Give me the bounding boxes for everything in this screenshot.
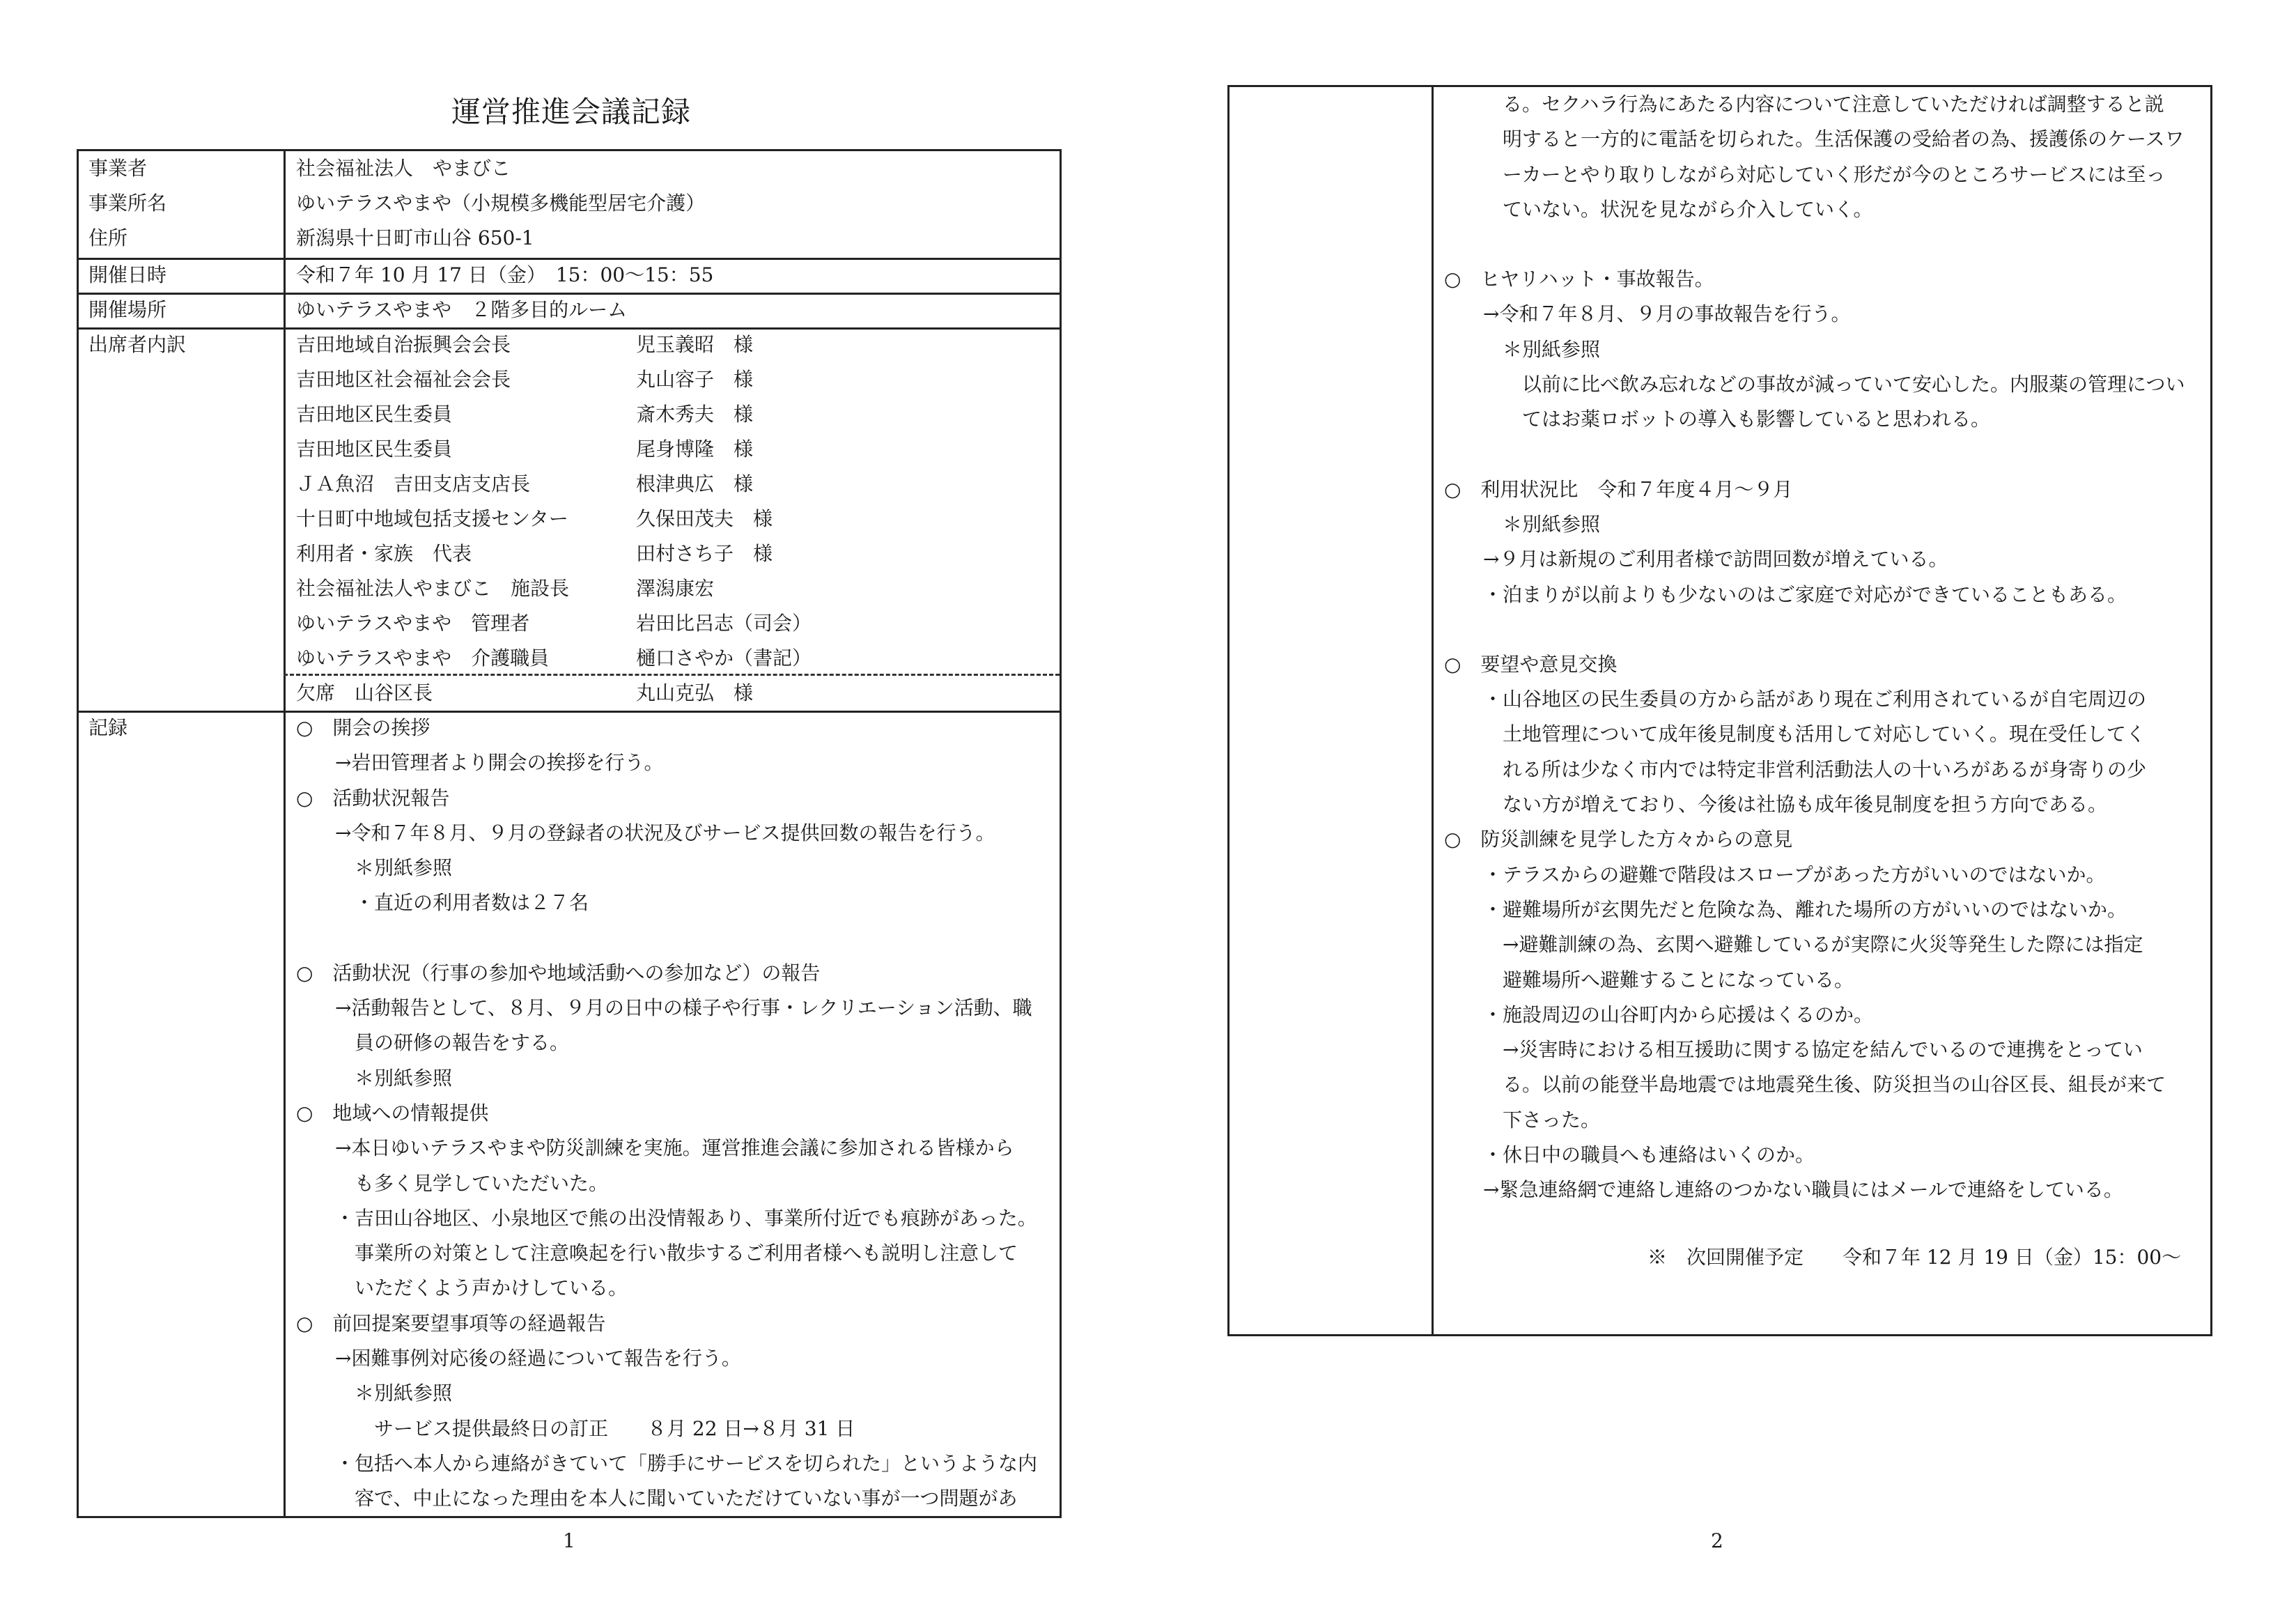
attendee-role: 利用者・家族 代表	[296, 542, 472, 565]
record-item-heading: ○ 前回提案要望事項等の経過報告	[296, 1311, 606, 1335]
attendee-name: 岩田比呂志（司会）	[636, 612, 812, 635]
attendee-name: 樋口さやか（書記）	[636, 647, 812, 670]
record-line: ＊別紙参照	[1503, 512, 1601, 536]
value-venue: ゆいテラスやまや ２階多目的ルーム	[296, 298, 628, 321]
attendee-role: 社会福祉法人やまびこ 施設長	[296, 577, 570, 600]
record-line: ・避難場所が玄関先だと危険な為、離れた場所の方がいいのではないか。	[1483, 897, 2127, 921]
attendee-role: 吉田地区民生委員	[296, 403, 453, 426]
record-line: 事業所の対策として注意喚起を行い散歩するご利用者様へも説明し注意して	[335, 1242, 1018, 1265]
record-item-heading: ○ 防災訓練を見学した方々からの意見	[1444, 828, 1793, 851]
label-attendees: 出席者内訳	[88, 333, 187, 356]
record-line: ない方が増えており、今後は社協も成年後見制度を担う方向である。	[1483, 793, 2108, 817]
label-operator: 事業者	[88, 157, 148, 180]
attendee-name: 斎木秀夫 様	[636, 403, 754, 426]
record-item-heading: ○ 活動状況（行事の参加や地域活動への参加など）の報告	[296, 961, 821, 984]
record-line: ーカーとやり取りしながら対応していく形だが今のところサービスには至っ	[1483, 162, 2166, 186]
record-body-page2	[1444, 87, 2203, 1208]
label-date: 開催日時	[88, 263, 167, 286]
record-item-heading: ○ 地域への情報提供	[296, 1101, 489, 1124]
attendee-role: 吉田地区民生委員	[296, 438, 453, 461]
attendee-role: ゆいテラスやまや 介護職員	[296, 647, 550, 670]
row-divider	[79, 327, 1060, 330]
attendee-name: 根津典広 様	[636, 472, 754, 495]
record-line: 土地管理について成年後見制度も活用して対応していく。現在受任してく	[1483, 722, 2146, 746]
record-item-heading: ○ 活動状況報告	[296, 786, 450, 810]
record-line: →避難訓練の為、玄関へ避難しているが実際に火災等発生した際には指定	[1483, 933, 2143, 957]
record-line: ＊別紙参照	[355, 1382, 453, 1405]
attendee-name: 丸山容子 様	[636, 368, 754, 391]
page-number: 1	[563, 1529, 575, 1552]
value-address: 新潟県十日町市山谷 650-1	[296, 226, 534, 249]
record-line: サービス提供最終日の訂正 ８月 22 日→８月 31 日	[374, 1416, 855, 1440]
record-line: →困難事例対応後の経過について報告を行う。	[335, 1347, 741, 1370]
blank-line	[1444, 438, 2203, 472]
record-line: 明すると一方的に電話を切られた。生活保護の受給者の為、援護係のケースワ	[1483, 127, 2185, 151]
attendee-role: ＪＡ魚沼 吉田支店支店長	[296, 472, 531, 495]
value-office-name: ゆいテラスやまや（小規模多機能型居宅介護）	[296, 192, 706, 215]
record-line: 避難場所へ避難することになっている。	[1483, 968, 1854, 991]
record-table-page1	[77, 149, 1062, 1518]
record-line: →令和７年８月、９月の登録者の状況及びサービス提供回数の報告を行う。	[335, 821, 995, 844]
value-operator: 社会福祉法人 やまびこ	[296, 157, 511, 180]
record-item-heading: ○ ヒヤリハット・事故報告。	[1444, 268, 1714, 291]
record-line: る。以前の能登半島地震では地震発生後、防災担当の山谷区長、組長が来て	[1483, 1073, 2166, 1097]
record-line: →岩田管理者より開会の挨拶を行う。	[335, 751, 664, 775]
label-address: 住所	[88, 226, 128, 249]
blank-line	[1444, 227, 2203, 262]
record-line: ＊別紙参照	[1503, 337, 1601, 361]
record-table-page2	[1227, 85, 2212, 1336]
absent-name: 丸山克弘 様	[636, 681, 754, 704]
attendee-name: 児玉義昭 様	[636, 333, 754, 356]
label-venue: 開催場所	[88, 298, 167, 321]
table-column-divider	[284, 151, 286, 1516]
record-line: →令和７年８月、９月の事故報告を行う。	[1483, 302, 1851, 326]
attendee-name: 田村さち子 様	[636, 542, 773, 565]
record-line: →災害時における相互援助に関する協定を結んでいるので連携をとってい	[1483, 1038, 2143, 1062]
record-line: ・休日中の職員へも連絡はいくのか。	[1483, 1143, 1815, 1167]
table-column-divider	[1432, 87, 1434, 1334]
record-line: 下さった。	[1483, 1108, 1601, 1131]
record-line: 員の研修の報告をする。	[335, 1031, 570, 1055]
record-line: ＊別紙参照	[355, 856, 453, 880]
record-line: ・泊まりが以前よりも少ないのはご家庭で対応ができていることもある。	[1483, 582, 2127, 606]
record-item-heading: ○ 利用状況比 令和７年度４月〜９月	[1444, 477, 1793, 501]
absent-role: 欠席 山谷区長	[296, 681, 433, 704]
document-title: 運営推進会議記録	[451, 95, 691, 129]
next-meeting: ※ 次回開催予定 令和７年 12 月 19 日（金）15：00〜	[1647, 1246, 2182, 1269]
attendee-name: 久保田茂夫 様	[636, 507, 773, 530]
record-line: も多く見学していただいた。	[335, 1171, 609, 1195]
attendee-role: 吉田地区社会福祉会会長	[296, 368, 511, 391]
attendee-role: ゆいテラスやまや 管理者	[296, 612, 530, 635]
attendee-name: 澤潟康宏	[636, 577, 715, 600]
record-item-heading: ○ 要望や意見交換	[1444, 652, 1618, 676]
record-line: 容で、中止になった理由を本人に聞いていただけていない事が一つ問題があ	[335, 1487, 1018, 1510]
blank-line	[296, 921, 1055, 956]
record-line: ・包括へ本人から連絡がきていて「勝手にサービスを切られた」というような内	[335, 1451, 1038, 1475]
record-line: れる所は少なく市内では特定非営利活動法人の十いろがあるが身寄りの少	[1483, 757, 2147, 781]
label-office-name: 事業所名	[88, 192, 167, 215]
record-line: いただくよう声かけしている。	[335, 1276, 628, 1300]
record-line: ていない。状況を見ながら介入していく。	[1483, 197, 1873, 221]
blank-line	[1444, 612, 2203, 647]
record-item-heading: ○ 開会の挨拶	[296, 716, 430, 739]
record-line: ・テラスからの避難で階段はスロープがあった方がいいのではないか。	[1483, 863, 2106, 886]
record-line: ・山谷地区の民生委員の方から話があり現在ご利用されているが自宅周辺の	[1483, 688, 2147, 711]
record-body-page1	[296, 711, 1055, 1517]
value-date: 令和７年 10 月 17 日（金） 15：00〜15：55	[296, 263, 714, 286]
record-line: →緊急連絡網で連絡し連絡のつかない職員にはメールで連絡をしている。	[1483, 1178, 2123, 1202]
record-line: →活動報告として、８月、９月の日中の様子や行事・レクリエーション活動、職	[335, 996, 1032, 1020]
page-number: 2	[1711, 1529, 1723, 1552]
record-line: ・吉田山谷地区、小泉地区で熊の出没情報あり、事業所付近でも痕跡があった。	[335, 1206, 1037, 1230]
label-record: 記録	[88, 716, 128, 739]
record-line: →本日ゆいテラスやまや防災訓練を実施。運営推進会議に参加される皆様から	[335, 1136, 1014, 1160]
record-line: 以前に比べ飲み忘れなどの事故が減っていて安心した。内服薬の管理につい	[1503, 373, 2185, 396]
record-line: ・施設周辺の山谷町内から応援はくるのか。	[1483, 1003, 1874, 1026]
record-line: ＊別紙参照	[355, 1066, 453, 1090]
attendee-name: 尾身博隆 様	[636, 438, 754, 461]
record-line: ・直近の利用者数は２７名	[355, 891, 589, 915]
record-line: てはお薬ロボットの導入も影響していると思われる。	[1503, 408, 1991, 431]
attendee-role: 十日町中地域包括支援センター	[296, 507, 568, 530]
record-line: る。セクハラ行為にあたる内容について注意していただければ調整すると説	[1483, 93, 2164, 116]
attendee-role: 吉田地域自治振興会会長	[296, 333, 511, 356]
record-line: →９月は新規のご利用者様で訪問回数が増えている。	[1483, 548, 1948, 571]
